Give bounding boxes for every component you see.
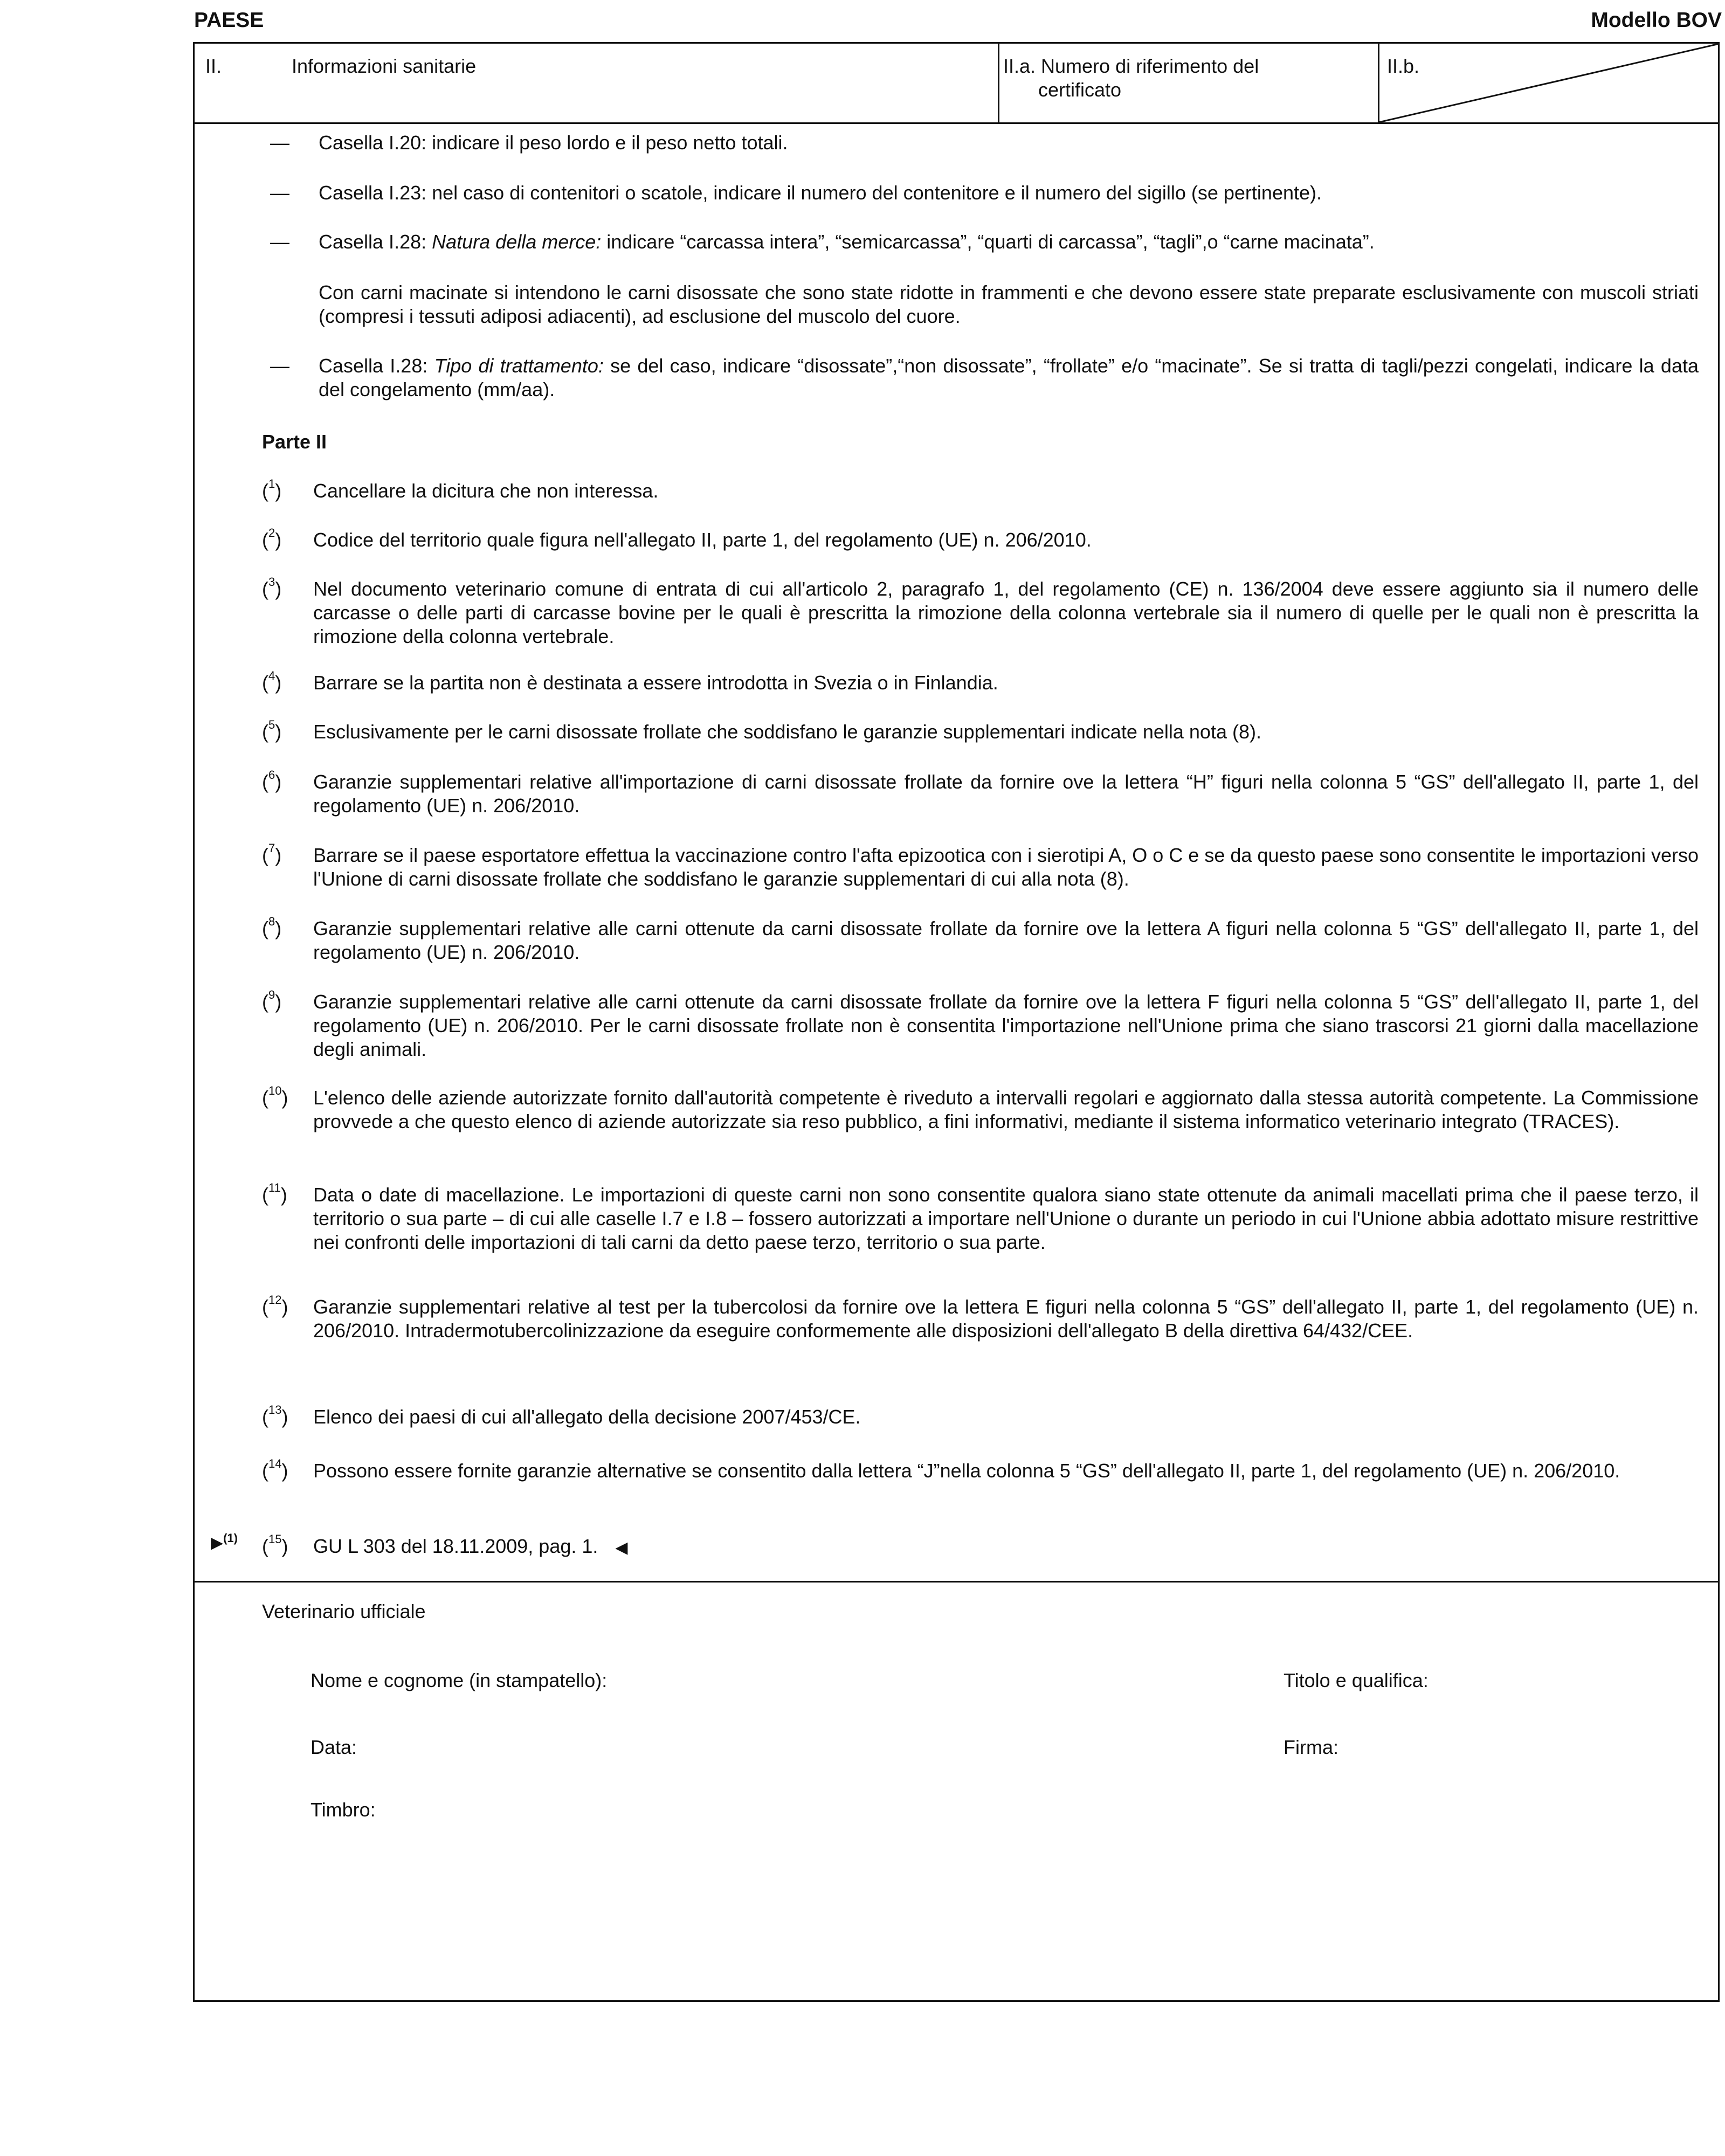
footnote-number: 12 bbox=[268, 1293, 282, 1307]
footnote: ($^7$) Barrare se il paese esportatore effettua la vaccinazione contro l'afta epizootica con i sierotipi A, O o C e se da questo paese sono consentite le importazioni verso l'Unione di carni disossate frollate che soddisfano le garanzie supplementari di cui alla nota (8). bbox=[262, 841, 1699, 890]
footnote: ($^{15}$) GU L 303 del 18.11.2009, pag. 1. ◀ bbox=[262, 1532, 628, 1557]
footnote: ($^2$) Codice del territorio quale figura nell'allegato II, parte 1, del regolamento (UE) n. 206/2010. bbox=[262, 528, 1699, 552]
footnote-number: 9 bbox=[268, 988, 275, 1001]
footnote-text: Garanzie supplementari relative all'importazione di carni disossate frollate da fornire ove la lettera “H” figuri nella colonna 5 “GS” dell'allegato II, parte 1, del regolamento (UE) n. 206/2010. bbox=[313, 771, 1699, 817]
signature-title: Veterinario ufficiale bbox=[262, 1600, 426, 1622]
bullet-item bbox=[270, 230, 1699, 254]
footnote: ($^1$) Cancellare la dicitura che non interessa. bbox=[262, 479, 1699, 503]
bullet-text: Casella I.23: nel caso di contenitori o scatole, indicare il numero del contenitore e il numero del sigillo (se pertinente). bbox=[319, 182, 1322, 204]
bullet-prefix: Casella I.28: bbox=[319, 355, 434, 377]
footnote-number: 3 bbox=[268, 575, 275, 589]
part-title: Parte II bbox=[262, 431, 327, 453]
footnote-text: L'elenco delle aziende autorizzate fornito dall'autorità competente è riveduto a intervalli regolari e aggiornato dalla stessa autorità competente. La Commissione provvede a che questo elenco di aziende autorizzate sia reso pubblico, a fini informativi, mediante il sistema informatico veterinario integrato (TRACES). bbox=[313, 1087, 1699, 1132]
bullet-text bbox=[319, 230, 1699, 254]
footnote-number: 15 bbox=[268, 1532, 282, 1546]
footnote-text: Possono essere fornite garanzie alternative se consentito dalla lettera “J”nella colonna 5 “GS” dell'allegato II, parte 1, del regolamento (UE) n. 206/2010. bbox=[313, 1460, 1620, 1482]
footnote-number: 13 bbox=[268, 1403, 282, 1416]
footnote: ($^{13}$) Elenco dei paesi di cui all'allegato della decisione 2007/453/CE. bbox=[262, 1405, 1699, 1429]
footnote: ($^{10}$) L'elenco delle aziende autorizzate fornito dall'autorità competente è riveduto a intervalli regolari e aggiornato dalla stessa autorità competente. La Commissione provvede a che questo elenco di aziende autorizzate sia reso pubblico, a fini informativi, mediante il sistema informatico veterinario integrato (TRACES). bbox=[262, 1084, 1699, 1132]
stamp-label: Timbro: bbox=[310, 1799, 376, 1821]
footnote: ($^{12}$) Garanzie supplementari relative al test per la tubercolosi da fornire ove la lettera E figuri nella colonna 5 “GS” dell'allegato II, parte 1, del regolamento (UE) n. 206/2010. Intradermotubercolinizzazione da eseguire conformemente alle disposizioni dell'allegato B della direttiva 64/432/CEE. bbox=[262, 1293, 1699, 1342]
reference-label-line2: certificato bbox=[1038, 79, 1122, 101]
footnote-text: Barrare se il paese esportatore effettua la vaccinazione contro l'afta epizootica con i sierotipi A, O o C e se da questo paese sono consentite le importazioni verso l'Unione di carni disossate frollate che soddisfano le garanzie supplementari di cui alla nota (8). bbox=[313, 844, 1699, 890]
footnote-number: 11 bbox=[268, 1181, 281, 1194]
footnote-number: 8 bbox=[268, 915, 275, 928]
bullet-item bbox=[270, 354, 1699, 402]
bullet-text: Con carni macinate si intendono le carni disossate che sono state ridotte in frammenti e che devono essere state preparate esclusivamente con muscoli striati (compresi i tessuti adiposi adiacenti), ad esclusione del muscolo del cuore. bbox=[319, 281, 1699, 327]
footnote-text: Cancellare la dicitura che non interessa. bbox=[313, 480, 659, 502]
amend-close-marker: ◀ bbox=[615, 1539, 628, 1557]
footnote: ($^8$) Garanzie supplementari relative alle carni ottenute da carni disossate frollate da fornire ove la lettera A figuri nella colonna 5 “GS” dell'allegato II, parte 1, del regolamento (UE) n. 206/2010. bbox=[262, 915, 1699, 963]
footnote-number: 14 bbox=[268, 1457, 282, 1470]
footnote: ($^9$) Garanzie supplementari relative alle carni ottenute da carni disossate frollate da fornire ove la lettera F figuri nella colonna 5 “GS” dell'allegato II, parte 1, del regolamento (UE) n. 206/2010. Per le carni disossate frollate non è consentita l'importazione nell'Unione prima che siano trascorsi 21 giorni dalla macellazione degli animali. bbox=[262, 988, 1699, 1060]
amend-open-marker bbox=[211, 1533, 238, 1552]
section-title: Informazioni sanitarie bbox=[292, 55, 477, 77]
footnote: ($^5$) Esclusivamente per le carni disossate frollate che soddisfano le garanzie supplementari indicate nella nota (8). bbox=[262, 720, 1699, 744]
footnote: ($^3$) Nel documento veterinario comune di entrata di cui all'articolo 2, paragrafo 1, del regolamento (CE) n. 136/2004 deve essere aggiunto sia il numero delle carcasse o delle parti di carcasse bovine per le quali è prescritta la rimozione della colonna vertebrale sia il numero di quelle per le quali non è prescritta la rimozione della colonna vertebrale. bbox=[262, 575, 1699, 647]
section-number: II. bbox=[205, 55, 222, 77]
signature-label: Firma: bbox=[1284, 1736, 1338, 1758]
bullet-dash: — bbox=[270, 231, 289, 253]
footnote-number: 5 bbox=[268, 718, 275, 731]
footnote-text: Barrare se la partita non è destinata a essere introdotta in Svezia o in Finlandia. bbox=[313, 672, 998, 694]
bullet-dash: — bbox=[270, 182, 289, 204]
reference-label: II.a. Numero di riferimento del bbox=[1003, 55, 1259, 77]
footnote-text: Garanzie supplementari relative alle carni ottenute da carni disossate frollate da fornire ove la lettera F figuri nella colonna 5 “GS” dell'allegato II, parte 1, del regolamento (UE) n. 206/2010. Per le carni disossate frollate non è consentita l'importazione nell'Unione prima che siano trascorsi 21 giorni dalla macellazione degli animali. bbox=[313, 991, 1699, 1060]
bullet-prefix: Casella I.28: bbox=[319, 231, 432, 253]
footnote: ($^{14}$) Possono essere fornite garanzie alternative se consentito dalla lettera “J”nella colonna 5 “GS” dell'allegato II, parte 1, del regolamento (UE) n. 206/2010. bbox=[262, 1459, 1699, 1483]
bullet-italic: Natura della merce: bbox=[432, 231, 602, 253]
amend-open-arrow: ▶ bbox=[211, 1534, 224, 1552]
footnote: ($^{11}$) Data o date di macellazione. Le importazioni di queste carni non sono consentite qualora siano state ottenute da animali macellati prima che il paese terzo, il territorio o sua parte – di cui alle caselle I.7 e I.8 – fossero autorizzati a importare nell'Unione o durante un periodo in cui l'Unione abbia adottato misure restrittive nei confronti delle importazioni di tali carni da detto paese terzo, territorio o sua parte. bbox=[262, 1181, 1699, 1253]
bullet-item bbox=[270, 181, 1699, 205]
footnote-text: Codice del territorio quale figura nell'allegato II, parte 1, del regolamento (UE) n. 206/2010. bbox=[313, 529, 1092, 551]
reference-b-label: II.b. bbox=[1387, 55, 1420, 77]
footnote-number: 10 bbox=[268, 1084, 282, 1097]
footnote-number: 6 bbox=[268, 768, 275, 782]
qualification-label: Titolo e qualifica: bbox=[1284, 1669, 1429, 1691]
footnote-number: 4 bbox=[268, 669, 275, 682]
bullet-item bbox=[270, 131, 1699, 155]
footnote-number: 7 bbox=[268, 841, 275, 855]
footnote-number: 2 bbox=[268, 526, 275, 540]
bullet-paragraph bbox=[270, 281, 1699, 328]
header-country: PAESE bbox=[194, 9, 264, 32]
footnote: ($^6$) Garanzie supplementari relative all'importazione di carni disossate frollate da fornire ove la lettera “H” figuri nella colonna 5 “GS” dell'allegato II, parte 1, del regolamento (UE) n. 206/2010. bbox=[262, 768, 1699, 817]
bullet-rest: indicare “carcassa intera”, “semicarcassa”, “quarti di carcassa”, “tagli”,o “carne macinata”. bbox=[601, 231, 1375, 253]
footnote: ($^4$) Barrare se la partita non è destinata a essere introdotta in Svezia o in Finlandia. bbox=[262, 671, 1699, 695]
bullet-dash: — bbox=[270, 355, 289, 377]
diagonal-strike bbox=[1378, 44, 1720, 122]
header-divider-1 bbox=[998, 44, 999, 122]
footnote-text: Elenco dei paesi di cui all'allegato della decisione 2007/453/CE. bbox=[313, 1406, 861, 1428]
bullet-italic: Tipo di trattamento: bbox=[434, 355, 604, 377]
bullet-dash: — bbox=[270, 132, 289, 154]
footnote-text: Garanzie supplementari relative al test per la tubercolosi da fornire ove la lettera E figuri nella colonna 5 “GS” dell'allegato II, parte 1, del regolamento (UE) n. 206/2010. Intradermotubercolinizzazione da eseguire conformemente alle disposizioni dell'allegato B della direttiva 64/432/CEE. bbox=[313, 1296, 1699, 1342]
header-model: Modello BOV bbox=[1591, 9, 1722, 32]
bullet-rest: se del caso, indicare “disossate”,“non disossate”, “frollate” e/o “macinate”. Se si tratta di tagli/pezzi congelati, indicare la data del congelamento (mm/aa). bbox=[319, 355, 1699, 400]
header-separator bbox=[195, 122, 1718, 124]
bullet-text bbox=[319, 354, 1699, 402]
footnote-number: 1 bbox=[268, 477, 275, 490]
footnote-text: Nel documento veterinario comune di entrata di cui all'articolo 2, paragrafo 1, del regolamento (CE) n. 136/2004 deve essere aggiunto sia il numero delle carcasse o delle parti di carcasse bovine per le quali è prescritta la rimozione della colonna vertebrale sia il numero di quelle per le quali non è prescritta la rimozione della colonna vertebrale. bbox=[313, 578, 1699, 647]
bullet-text: Casella I.20: indicare il peso lordo e il peso netto totali. bbox=[319, 132, 788, 154]
amend-reference: (1) bbox=[223, 1531, 238, 1545]
footnote-text: Esclusivamente per le carni disossate frollate che soddisfano le garanzie supplementari indicate nella nota (8). bbox=[313, 721, 1261, 743]
footnote-text: GU L 303 del 18.11.2009, pag. 1. bbox=[313, 1535, 598, 1557]
date-label: Data: bbox=[310, 1736, 357, 1758]
certificate-frame bbox=[193, 42, 1720, 2002]
signature-separator bbox=[195, 1581, 1718, 1583]
name-label: Nome e cognome (in stampatello): bbox=[310, 1669, 608, 1691]
footnote-text: Data o date di macellazione. Le importazioni di queste carni non sono consentite qualora siano state ottenute da animali macellati prima che il paese terzo, il territorio o sua parte – di cui alle caselle I.7 e I.8 – fossero autorizzati a importare nell'Unione o durante un periodo in cui l'Unione abbia adottato misure restrittive nei confronti delle importazioni di tali carni da detto paese terzo, territorio o sua parte. bbox=[313, 1184, 1699, 1253]
footnote-text: Garanzie supplementari relative alle carni ottenute da carni disossate frollate da fornire ove la lettera A figuri nella colonna 5 “GS” dell'allegato II, parte 1, del regolamento (UE) n. 206/2010. bbox=[313, 917, 1699, 963]
